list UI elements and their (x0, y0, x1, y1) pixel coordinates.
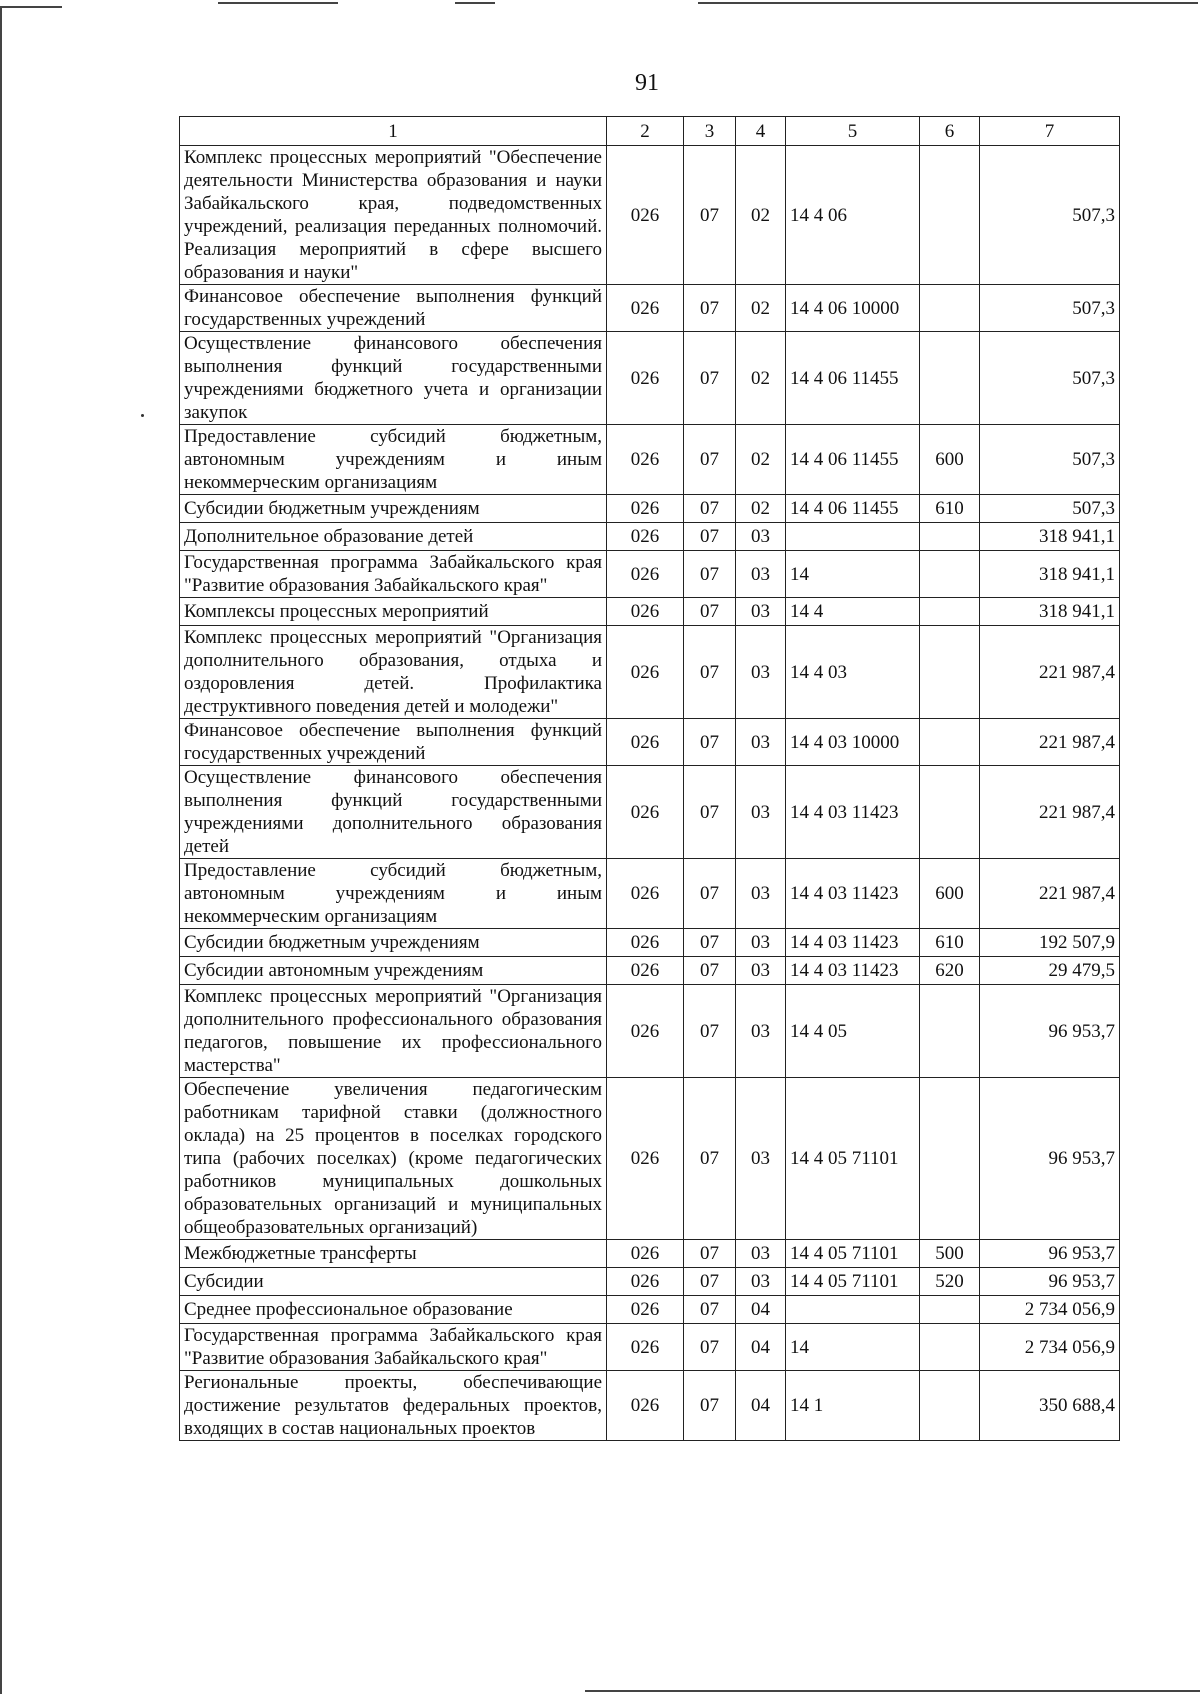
row-ministry-code: 026 (607, 146, 684, 285)
table-row (180, 1371, 1120, 1441)
row-description: Дополнительное образование детей (180, 523, 607, 551)
row-amount: 350 688,4 (980, 1371, 1120, 1441)
column-header: 3 (684, 117, 736, 146)
row-amount: 2 734 056,9 (980, 1324, 1120, 1371)
row-expense-type: 600 (920, 425, 980, 495)
row-ministry-code: 026 (607, 1240, 684, 1268)
row-expense-type (920, 523, 980, 551)
row-amount: 221 987,4 (980, 626, 1120, 719)
row-subsection: 02 (736, 495, 786, 523)
row-amount: 507,3 (980, 332, 1120, 425)
row-amount: 221 987,4 (980, 766, 1120, 859)
column-header: 5 (786, 117, 920, 146)
row-amount: 507,3 (980, 146, 1120, 285)
row-target-article: 14 4 03 11423 (786, 929, 920, 957)
scan-edge-top (0, 6, 62, 8)
table-row (180, 985, 1120, 1078)
row-description: Финансовое обеспечение выполнения функций государственных учреждений (180, 719, 607, 766)
row-ministry-code: 026 (607, 719, 684, 766)
row-expense-type (920, 1078, 980, 1240)
row-description: Субсидии (180, 1268, 607, 1296)
table-row (180, 626, 1120, 719)
row-description: Осуществление финансового обеспечения выполнения функций государственными учреждениями дополнительного образования детей (180, 766, 607, 859)
row-expense-type: 500 (920, 1240, 980, 1268)
row-ministry-code: 026 (607, 332, 684, 425)
row-description: Субсидии бюджетным учреждениям (180, 495, 607, 523)
page-number: 91 (635, 70, 659, 96)
row-section: 07 (684, 626, 736, 719)
row-expense-type (920, 1324, 980, 1371)
row-section: 07 (684, 425, 736, 495)
row-amount: 2 734 056,9 (980, 1296, 1120, 1324)
table-row (180, 598, 1120, 626)
row-subsection: 03 (736, 523, 786, 551)
row-section: 07 (684, 1324, 736, 1371)
row-section: 07 (684, 1078, 736, 1240)
row-subsection: 03 (736, 1078, 786, 1240)
row-expense-type (920, 285, 980, 332)
scan-edge-top (698, 2, 1198, 4)
row-target-article: 14 4 05 71101 (786, 1078, 920, 1240)
column-header: 7 (980, 117, 1120, 146)
table-row (180, 146, 1120, 285)
row-subsection: 03 (736, 985, 786, 1078)
row-target-article: 14 4 06 11455 (786, 495, 920, 523)
row-amount: 96 953,7 (980, 1268, 1120, 1296)
row-expense-type (920, 1296, 980, 1324)
row-description: Государственная программа Забайкальского края "Развитие образования Забайкальского края" (180, 551, 607, 598)
row-target-article: 14 4 06 11455 (786, 332, 920, 425)
table-row (180, 766, 1120, 859)
budget-table (179, 116, 1120, 1441)
row-subsection: 02 (736, 285, 786, 332)
row-description: Комплексы процессных мероприятий (180, 598, 607, 626)
row-description: Государственная программа Забайкальского края "Развитие образования Забайкальского края" (180, 1324, 607, 1371)
table-row (180, 285, 1120, 332)
row-section: 07 (684, 523, 736, 551)
row-ministry-code: 026 (607, 523, 684, 551)
row-expense-type (920, 598, 980, 626)
row-section: 07 (684, 1240, 736, 1268)
row-target-article: 14 4 06 11455 (786, 425, 920, 495)
scan-speck (141, 414, 144, 417)
row-section: 07 (684, 495, 736, 523)
row-subsection: 04 (736, 1324, 786, 1371)
row-subsection: 02 (736, 146, 786, 285)
scan-edge-top (455, 2, 495, 4)
row-subsection: 03 (736, 859, 786, 929)
column-header: 6 (920, 117, 980, 146)
row-subsection: 03 (736, 626, 786, 719)
scan-edge-left (0, 8, 2, 1694)
row-target-article: 14 (786, 1324, 920, 1371)
table-row (180, 929, 1120, 957)
row-expense-type (920, 766, 980, 859)
row-amount: 221 987,4 (980, 719, 1120, 766)
row-description: Финансовое обеспечение выполнения функций государственных учреждений (180, 285, 607, 332)
row-description: Субсидии бюджетным учреждениям (180, 929, 607, 957)
row-target-article: 14 4 06 10000 (786, 285, 920, 332)
row-expense-type (920, 1371, 980, 1441)
table-row (180, 551, 1120, 598)
row-subsection: 03 (736, 598, 786, 626)
row-amount: 318 941,1 (980, 551, 1120, 598)
row-amount: 96 953,7 (980, 985, 1120, 1078)
table-row (180, 332, 1120, 425)
row-expense-type: 610 (920, 495, 980, 523)
table-row (180, 1078, 1120, 1240)
row-ministry-code: 026 (607, 1296, 684, 1324)
row-ministry-code: 026 (607, 285, 684, 332)
row-amount: 318 941,1 (980, 523, 1120, 551)
row-target-article: 14 4 03 11423 (786, 766, 920, 859)
scan-edge-bottom (585, 1690, 1200, 1692)
row-target-article (786, 523, 920, 551)
row-target-article: 14 4 06 (786, 146, 920, 285)
row-expense-type (920, 985, 980, 1078)
row-subsection: 03 (736, 719, 786, 766)
row-section: 07 (684, 1268, 736, 1296)
row-amount: 507,3 (980, 285, 1120, 332)
row-ministry-code: 026 (607, 859, 684, 929)
row-amount: 507,3 (980, 495, 1120, 523)
row-ministry-code: 026 (607, 598, 684, 626)
row-target-article: 14 4 03 11423 (786, 957, 920, 985)
row-amount: 318 941,1 (980, 598, 1120, 626)
row-section: 07 (684, 1296, 736, 1324)
row-target-article: 14 4 (786, 598, 920, 626)
row-target-article (786, 1296, 920, 1324)
row-description: Региональные проекты, обеспечивающие достижение результатов федеральных проектов, входящих в состав национальных проектов (180, 1371, 607, 1441)
row-subsection: 02 (736, 425, 786, 495)
row-amount: 192 507,9 (980, 929, 1120, 957)
row-description: Межбюджетные трансферты (180, 1240, 607, 1268)
row-target-article: 14 4 03 11423 (786, 859, 920, 929)
row-ministry-code: 026 (607, 551, 684, 598)
row-section: 07 (684, 146, 736, 285)
row-ministry-code: 026 (607, 1078, 684, 1240)
row-ministry-code: 026 (607, 985, 684, 1078)
table-row (180, 1296, 1120, 1324)
row-subsection: 03 (736, 957, 786, 985)
row-ministry-code: 026 (607, 495, 684, 523)
row-subsection: 04 (736, 1296, 786, 1324)
row-description: Предоставление субсидий бюджетным, автономным учреждениям и иным некоммерческим организациям (180, 425, 607, 495)
table-row (180, 1240, 1120, 1268)
row-expense-type (920, 551, 980, 598)
row-amount: 29 479,5 (980, 957, 1120, 985)
row-target-article: 14 (786, 551, 920, 598)
row-target-article: 14 1 (786, 1371, 920, 1441)
row-ministry-code: 026 (607, 425, 684, 495)
row-description: Осуществление финансового обеспечения выполнения функций государственными учреждениями бюджетного учета и организации закупок (180, 332, 607, 425)
row-target-article: 14 4 03 (786, 626, 920, 719)
row-ministry-code: 026 (607, 1268, 684, 1296)
row-subsection: 03 (736, 766, 786, 859)
table-row (180, 425, 1120, 495)
row-expense-type (920, 626, 980, 719)
column-header: 1 (180, 117, 607, 146)
table-row (180, 523, 1120, 551)
row-description: Субсидии автономным учреждениям (180, 957, 607, 985)
row-target-article: 14 4 05 71101 (786, 1240, 920, 1268)
row-expense-type: 610 (920, 929, 980, 957)
row-description: Предоставление субсидий бюджетным, автономным учреждениям и иным некоммерческим организациям (180, 859, 607, 929)
row-ministry-code: 026 (607, 626, 684, 719)
row-subsection: 03 (736, 551, 786, 598)
row-amount: 96 953,7 (980, 1078, 1120, 1240)
row-expense-type: 620 (920, 957, 980, 985)
row-amount: 221 987,4 (980, 859, 1120, 929)
row-ministry-code: 026 (607, 766, 684, 859)
row-subsection: 04 (736, 1371, 786, 1441)
row-section: 07 (684, 598, 736, 626)
row-description: Комплекс процессных мероприятий "Организация дополнительного образования, отдыха и оздоровления детей. Профилактика деструктивного поведения детей и молодежи" (180, 626, 607, 719)
row-expense-type: 520 (920, 1268, 980, 1296)
row-expense-type: 600 (920, 859, 980, 929)
row-target-article: 14 4 03 10000 (786, 719, 920, 766)
row-subsection: 02 (736, 332, 786, 425)
row-section: 07 (684, 985, 736, 1078)
row-section: 07 (684, 285, 736, 332)
row-section: 07 (684, 719, 736, 766)
row-description: Комплекс процессных мероприятий "Обеспечение деятельности Министерства образования и науки Забайкальского края, подведомственных учреждений, реализация переданных полномочий. Реализация мероприятий в сфере высшего образования и науки" (180, 146, 607, 285)
header-row (180, 117, 1120, 146)
row-description: Комплекс процессных мероприятий "Организация дополнительного профессионального образования педагогов, повышение их профессионального мастерства" (180, 985, 607, 1078)
row-section: 07 (684, 551, 736, 598)
row-target-article: 14 4 05 71101 (786, 1268, 920, 1296)
row-subsection: 03 (736, 929, 786, 957)
row-subsection: 03 (736, 1240, 786, 1268)
row-ministry-code: 026 (607, 929, 684, 957)
row-amount: 507,3 (980, 425, 1120, 495)
scan-edge-top (218, 2, 338, 4)
row-ministry-code: 026 (607, 957, 684, 985)
table-row (180, 957, 1120, 985)
table-row (180, 1268, 1120, 1296)
row-target-article: 14 4 05 (786, 985, 920, 1078)
row-section: 07 (684, 766, 736, 859)
row-subsection: 03 (736, 1268, 786, 1296)
table-row (180, 1324, 1120, 1371)
row-description: Обеспечение увеличения педагогическим работникам тарифной ставки (должностного оклада) на 25 процентов в поселках городского типа (рабочих поселках) (кроме педагогических работников муниципальных дошкольных образовательных организаций и муниципальных общеобразовательных организаций) (180, 1078, 607, 1240)
row-expense-type (920, 146, 980, 285)
row-section: 07 (684, 332, 736, 425)
row-ministry-code: 026 (607, 1324, 684, 1371)
row-section: 07 (684, 929, 736, 957)
row-amount: 96 953,7 (980, 1240, 1120, 1268)
table-row (180, 859, 1120, 929)
row-description: Среднее профессиональное образование (180, 1296, 607, 1324)
row-ministry-code: 026 (607, 1371, 684, 1441)
row-expense-type (920, 719, 980, 766)
row-section: 07 (684, 957, 736, 985)
table-row (180, 719, 1120, 766)
row-expense-type (920, 332, 980, 425)
row-section: 07 (684, 1371, 736, 1441)
column-header: 4 (736, 117, 786, 146)
column-header: 2 (607, 117, 684, 146)
row-section: 07 (684, 859, 736, 929)
table-row (180, 495, 1120, 523)
